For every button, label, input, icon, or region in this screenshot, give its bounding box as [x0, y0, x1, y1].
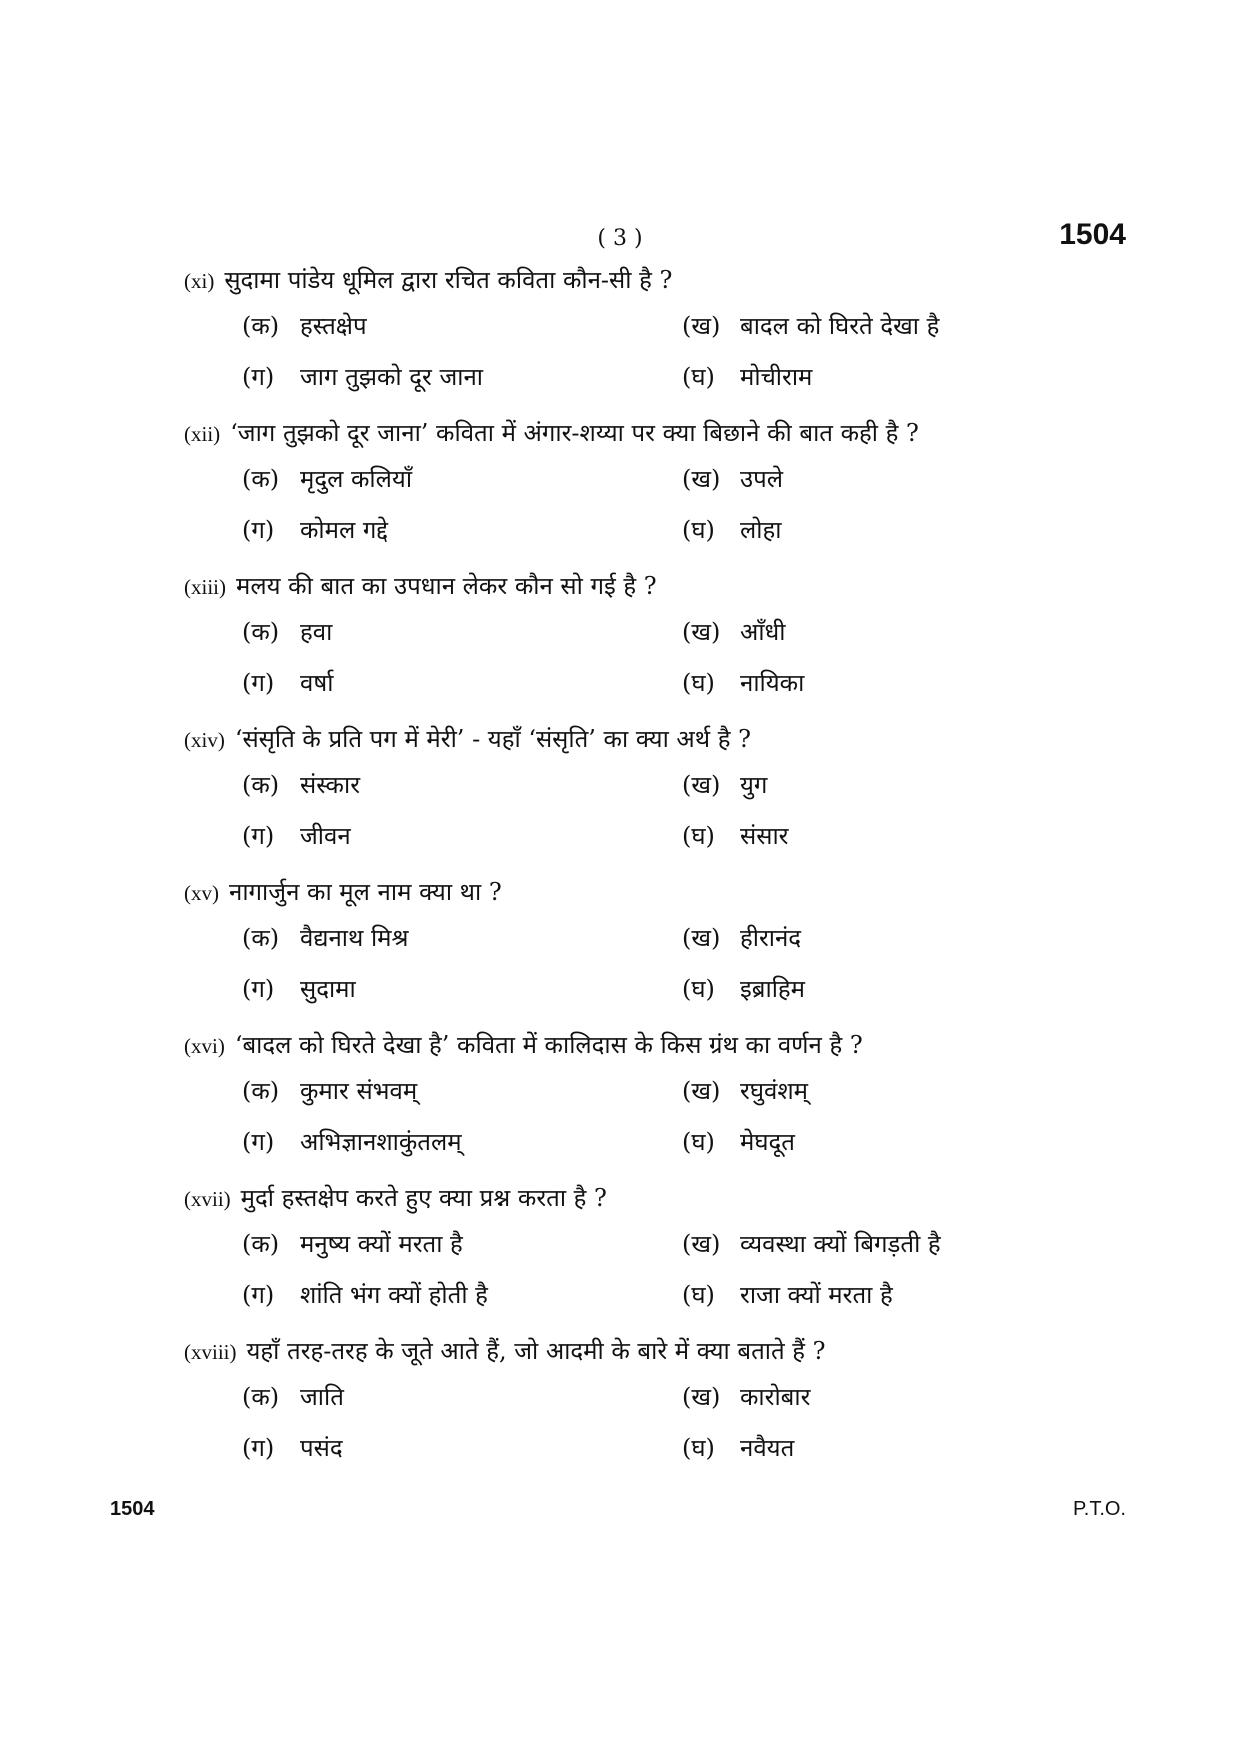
question-number: (xvi): [184, 1034, 225, 1058]
option-label: (ख): [682, 1383, 721, 1411]
option-label: (घ): [682, 822, 715, 850]
option-kha: [682, 913, 801, 964]
option-ka: [242, 1219, 463, 1270]
options-row: [184, 1117, 1004, 1168]
options-row: [184, 301, 1004, 352]
option-label: (क): [242, 924, 280, 952]
question-text-line: [184, 872, 1004, 913]
question-text: मलय की बात का उपधान लेकर कौन सो गई है ?: [236, 572, 657, 600]
option-text: कोमल गद्दे: [300, 516, 389, 544]
question-xviii: [184, 1331, 1004, 1484]
question-number: (xiii): [184, 575, 226, 599]
options-row: [184, 454, 1004, 505]
option-label: (ग): [242, 975, 275, 1003]
question-text-line: [184, 1331, 1004, 1372]
option-text: शांति भंग क्यों होती है: [300, 1281, 488, 1309]
option-label: (क): [242, 618, 280, 646]
option-text: वर्षा: [300, 669, 334, 697]
option-text: हस्तक्षेप: [300, 312, 367, 340]
option-gha: [682, 352, 812, 403]
option-kha: [682, 1372, 810, 1423]
option-ga: [242, 658, 333, 709]
option-text: बादल को घिरते देखा है: [740, 312, 940, 340]
options-row: [184, 760, 1004, 811]
option-label: (क): [242, 1383, 280, 1411]
option-gha: [682, 964, 805, 1015]
pto-label: P.T.O.: [1073, 1498, 1126, 1520]
question-text-line: [184, 566, 1004, 607]
option-label: (घ): [682, 1434, 715, 1462]
options-row: [184, 1372, 1004, 1423]
paper-code-header: 1504: [1059, 218, 1126, 251]
option-label: (घ): [682, 516, 715, 544]
option-text: युग: [740, 771, 768, 799]
option-ka: [242, 454, 412, 505]
question-number: (xii): [184, 422, 221, 446]
option-kha: [682, 1219, 941, 1270]
question-xvi: [184, 1025, 1004, 1178]
option-label: (ख): [682, 1077, 721, 1105]
options-row: [184, 913, 1004, 964]
options-row: [184, 607, 1004, 658]
option-gha: [682, 1270, 893, 1321]
question-number: (xviii): [184, 1340, 237, 1364]
options-row: [184, 964, 1004, 1015]
option-ga: [242, 1117, 462, 1168]
option-text: नायिका: [740, 669, 805, 697]
option-label: (ग): [242, 1434, 275, 1462]
question-text-line: [184, 260, 1004, 301]
option-ga: [242, 352, 483, 403]
option-text: मनुष्य क्यों मरता है: [300, 1230, 463, 1258]
question-number: (xv): [184, 881, 219, 905]
option-label: (ख): [682, 771, 721, 799]
option-text: राजा क्यों मरता है: [740, 1281, 893, 1309]
option-text: व्यवस्था क्यों बिगड़ती है: [740, 1230, 941, 1258]
option-text: जीवन: [300, 822, 351, 850]
question-number: (xvii): [184, 1187, 231, 1211]
option-label: (घ): [682, 1128, 715, 1156]
option-text: हवा: [300, 618, 333, 646]
option-label: (क): [242, 1230, 280, 1258]
question-text-line: [184, 1178, 1004, 1219]
option-label: (घ): [682, 669, 715, 697]
option-text: मृदुल कलियाँ: [300, 465, 413, 493]
option-label: (क): [242, 771, 280, 799]
option-label: (ख): [682, 1230, 721, 1258]
option-ka: [242, 1066, 417, 1117]
option-text: आँधी: [740, 618, 786, 646]
option-label: (ग): [242, 516, 275, 544]
option-ka: [242, 760, 360, 811]
option-ka: [242, 607, 332, 658]
question-text: यहाँ तरह-तरह के जूते आते हैं, जो आदमी के बारे में क्या बताते हैं ?: [246, 1337, 826, 1365]
question-xv: [184, 872, 1004, 1025]
option-text: जाग तुझको दूर जाना: [300, 363, 484, 391]
option-text: सुदामा: [300, 975, 356, 1003]
question-text: नागार्जुन का मूल नाम क्या था ?: [229, 878, 502, 906]
option-text: हीरानंद: [740, 924, 802, 952]
options-row: [184, 811, 1004, 862]
option-label: (ग): [242, 363, 275, 391]
option-ga: [242, 1270, 488, 1321]
options-row: [184, 1066, 1004, 1117]
options-row: [184, 1270, 1004, 1321]
option-text: रघुवंशम्: [740, 1077, 809, 1105]
option-gha: [682, 811, 788, 862]
option-label: (घ): [682, 1281, 715, 1309]
options-row: [184, 1219, 1004, 1270]
question-number: (xi): [184, 269, 215, 293]
question-xi: [184, 260, 1004, 413]
option-label: (ग): [242, 669, 275, 697]
question-text-line: [184, 1025, 1004, 1066]
options-row: [184, 352, 1004, 403]
question-text-line: [184, 413, 1004, 454]
question-text: सुदामा पांडेय धूमिल द्वारा रचित कविता कौन-सी है ?: [224, 266, 673, 294]
option-text: उपले: [740, 465, 784, 493]
option-text: कारोबार: [740, 1383, 811, 1411]
option-kha: [682, 301, 939, 352]
question-text: ‘संसृति के प्रति पग में मेरी’ - यहाँ ‘संसृति’ का क्या अर्थ है ?: [234, 725, 751, 753]
option-text: संस्कार: [300, 771, 361, 799]
option-ga: [242, 964, 356, 1015]
option-text: कुमार संभवम्: [300, 1077, 418, 1105]
option-kha: [682, 454, 783, 505]
option-label: (क): [242, 1077, 280, 1105]
option-ga: [242, 811, 351, 862]
option-text: मोचीराम: [740, 363, 813, 391]
option-label: (ग): [242, 1281, 275, 1309]
question-text: मुर्दा हस्तक्षेप करते हुए क्या प्रश्न करता है ?: [240, 1184, 607, 1212]
option-text: संसार: [740, 822, 789, 850]
option-ka: [242, 301, 367, 352]
option-gha: [682, 1423, 794, 1474]
option-label: (ख): [682, 465, 721, 493]
option-kha: [682, 760, 767, 811]
option-text: लोहा: [740, 516, 782, 544]
question-text: ‘बादल को घिरते देखा है’ कविता में कालिदास के किस ग्रंथ का वर्णन है ?: [234, 1031, 863, 1059]
option-label: (ख): [682, 924, 721, 952]
page-number: ( 3 ): [597, 226, 643, 251]
option-text: मेघदूत: [740, 1128, 795, 1156]
option-label: (ख): [682, 312, 721, 340]
question-text-line: [184, 719, 1004, 760]
option-ka: [242, 1372, 344, 1423]
option-gha: [682, 658, 804, 709]
option-text: नवैयत: [740, 1434, 795, 1462]
options-row: [184, 1423, 1004, 1474]
option-label: (ग): [242, 822, 275, 850]
question-xii: [184, 413, 1004, 566]
option-ka: [242, 913, 409, 964]
option-label: (ख): [682, 618, 721, 646]
option-ga: [242, 1423, 343, 1474]
paper-code-footer: 1504: [110, 1498, 155, 1520]
option-ga: [242, 505, 388, 556]
option-text: अभिज्ञानशाकुंतलम्: [300, 1128, 462, 1156]
question-xiv: [184, 719, 1004, 872]
option-text: इब्राहिम: [740, 975, 806, 1003]
option-gha: [682, 505, 781, 556]
option-label: (घ): [682, 363, 715, 391]
option-kha: [682, 607, 786, 658]
question-text: ‘जाग तुझको दूर जाना’ कविता में अंगार-शय्या पर क्या बिछाने की बात कही है ?: [230, 419, 919, 447]
option-text: वैद्यनाथ मिश्र: [300, 924, 409, 952]
option-text: पसंद: [300, 1434, 343, 1462]
option-label: (क): [242, 465, 280, 493]
option-label: (घ): [682, 975, 715, 1003]
option-label: (क): [242, 312, 280, 340]
options-row: [184, 505, 1004, 556]
question-number: (xiv): [184, 728, 225, 752]
question-xiii: [184, 566, 1004, 719]
option-kha: [682, 1066, 808, 1117]
question-xvii: [184, 1178, 1004, 1331]
question-list: [184, 260, 1004, 1484]
option-label: (ग): [242, 1128, 275, 1156]
options-row: [184, 658, 1004, 709]
option-gha: [682, 1117, 795, 1168]
option-text: जाति: [300, 1383, 344, 1411]
